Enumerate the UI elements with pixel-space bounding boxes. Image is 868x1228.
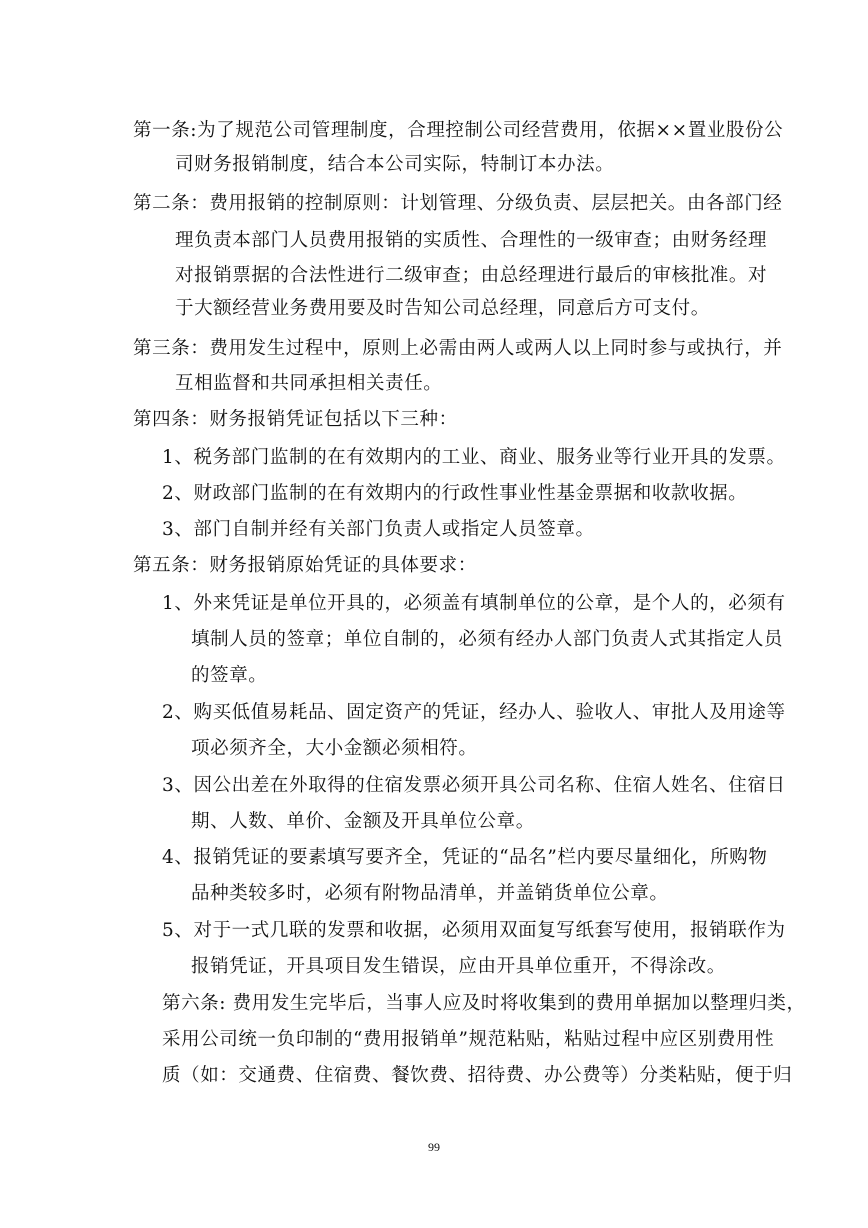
text-line: 第二条：费用报销的控制原则：计划管理、分级负责、层层把关。由各部门经	[133, 193, 783, 214]
text-line: 第五条：财务报销原始凭证的具体要求：	[133, 555, 477, 576]
text-line: 2、购买低值易耗品、固定资产的凭证，经办人、验收人、审批人及用途等	[162, 702, 786, 723]
page-number: 99	[428, 1140, 440, 1154]
text-line: 1、外来凭证是单位开具的，必须盖有填制单位的公章，是个人的，必须有	[162, 593, 786, 614]
text-line: 填制人员的签章；单位自制的，必须有经办人部门负责人式其指定人员	[191, 629, 784, 650]
text-line: 2、财政部门监制的在有效期内的行政性事业性基金票据和收款收据。	[162, 483, 748, 504]
text-line: 第一条:为了规范公司管理制度，合理控制公司经营费用，依据××置业股份公	[133, 120, 784, 141]
text-line: 采用公司统一负印制的“费用报销单”规范粘贴，粘贴过程中应区别费用性	[162, 1029, 775, 1050]
text-line: 3、因公出差在外取得的住宿发票必须开具公司名称、住宿人姓名、住宿日	[162, 775, 786, 796]
text-line: 司财务报销制度，结合本公司实际，特制订本办法。	[175, 154, 615, 175]
text-line: 第六条: 费用发生完毕后，当事人应及时将收集到的费用单据加以整理归类，	[162, 993, 806, 1014]
text-line: 品种类较多时，必须有附物品清单，并盖销货单位公章。	[191, 883, 669, 904]
text-line: 期、人数、单价、金额及开具单位公章。	[191, 811, 535, 832]
text-line: 报销凭证，开具项目发生错误，应由开具单位重开，不得涂改。	[191, 956, 726, 977]
text-line: 项必须齐全，大小金额必须相符。	[191, 738, 478, 759]
text-line: 的签章。	[191, 665, 268, 686]
text-line: 4、报销凭证的要素填写要齐全，凭证的“品名”栏内要尽量细化，所购物	[162, 847, 768, 868]
text-line: 质（如：交通费、住宿费、餐饮费、招待费、办公费等）分类粘贴，便于归	[162, 1065, 793, 1086]
text-line: 1、税务部门监制的在有效期内的工业、商业、服务业等行业开具的发票。	[162, 447, 786, 468]
text-line: 第四条：财务报销凭证包括以下三种：	[133, 409, 458, 430]
text-line: 于大额经营业务费用要及时告知公司总经理，同意后方可支付。	[175, 298, 710, 319]
text-line: 第三条：费用发生过程中，原则上必需由两人或两人以上同时参与或执行，并	[133, 338, 783, 359]
text-line: 5、对于一式几联的发票和收据，必须用双面复写纸套写使用，报销联作为	[162, 920, 786, 941]
text-line: 互相监督和共同承担相关责任。	[175, 373, 443, 394]
text-line: 3、部门自制并经有关部门负责人或指定人员签章。	[162, 519, 595, 540]
text-line: 对报销票据的合法性进行二级审查；由总经理进行最后的审核批准。对	[175, 265, 768, 286]
text-line: 理负责本部门人员费用报销的实质性、合理性的一级审查；由财务经理	[175, 230, 768, 251]
